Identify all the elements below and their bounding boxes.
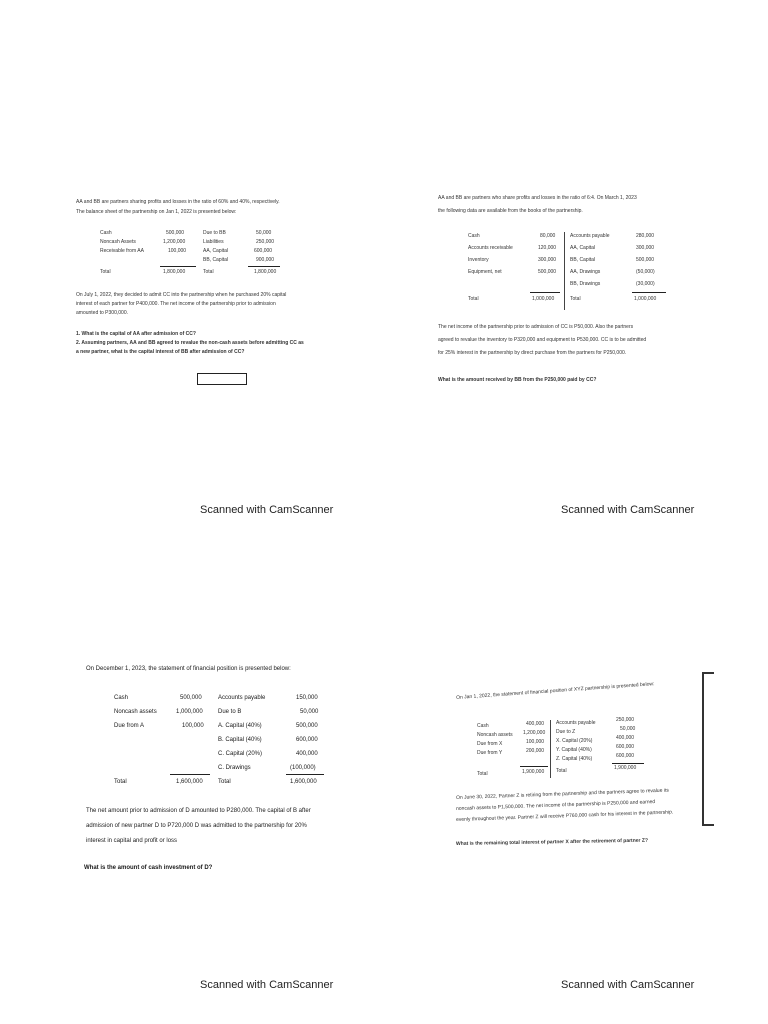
- q4-row-label: Noncash assets: [477, 732, 513, 738]
- q2-intro-line1: AA and BB are partners who share profits and losses in the ratio of 6:4. On March 1, 2023: [438, 195, 637, 201]
- q2-paragraph-line: for 25% interest in the partnership by direct purchase from the partners for P250,000.: [438, 350, 627, 356]
- q2-paragraph-line: The net income of the partnership prior to admission of CC is P50,000. Also the partners: [438, 324, 634, 330]
- q2-row-label: Equipment, net: [468, 269, 502, 275]
- q4-row-amount2: 600,000: [616, 744, 635, 750]
- q1-total-amount2: 1,800,000: [254, 269, 277, 275]
- q2-row-label: Accounts receivable: [468, 245, 513, 251]
- q2-row-amount2: (50,000): [636, 269, 655, 275]
- q3-row-label2: C. Capital (20%): [218, 751, 263, 757]
- problem-1-panel: [0, 0, 384, 516]
- q1-row-amount: 500,000: [166, 230, 185, 236]
- q1-row-label2: Due to BB: [203, 230, 226, 236]
- q3-row-amount2: 50,000: [300, 709, 319, 715]
- page-edge-bracket: [702, 672, 714, 826]
- q4-paragraph-line: noncash assets to P1,500,000. The net income of the partnership is P250,000 and earned: [455, 799, 656, 812]
- q1-row-amount: 1,200,000: [163, 239, 186, 245]
- q2-row-label2: BB, Drawings: [570, 281, 601, 287]
- q1-paragraph-line: On July 1, 2022, they decided to admit CC into the partnership when he purchased 20% capital: [76, 292, 287, 298]
- q4-total-label2: Total: [556, 768, 567, 774]
- q2-row-amount: 300,000: [538, 257, 557, 263]
- q2-row-label2: AA, Drawings: [570, 269, 601, 275]
- q1-total-rule-left: [160, 266, 196, 267]
- q2-column-divider: [564, 232, 565, 310]
- q2-row-amount: 500,000: [538, 269, 557, 275]
- q2-row-amount2: 300,000: [636, 245, 655, 251]
- q3-row-label: Due from A: [114, 723, 145, 729]
- q1-row-amount2: 900,000: [256, 257, 275, 263]
- q3-total-label2: Total: [218, 779, 231, 785]
- q4-total-rule-left: [520, 766, 548, 767]
- q3-row-label: Cash: [114, 695, 129, 701]
- scanner-footer: Scanned with CamScanner: [561, 979, 695, 991]
- q1-row-label2: Liabilities: [203, 239, 224, 245]
- q3-row-label2: Due to B: [218, 709, 242, 715]
- answer-box: [197, 373, 247, 385]
- q4-row-label: Due from X: [477, 741, 503, 747]
- q3-row-amount: 100,000: [182, 723, 204, 729]
- q2-row-label2: BB, Capital: [570, 257, 596, 263]
- q4-paragraph-line: On June 30, 2022, Partner Z is retiring from the partnership and the partners agree to revalue its: [455, 787, 669, 801]
- q3-total-rule-right: [286, 774, 324, 775]
- q3-paragraph-line: The net amount prior to admission of D amounted to P280,000. The capital of B after: [86, 808, 311, 814]
- q1-paragraph-line: amounted to P300,000.: [76, 310, 128, 316]
- scanner-footer: Scanned with CamScanner: [561, 504, 695, 516]
- q1-row-amount: 100,000: [168, 248, 187, 254]
- q1-total-label2: Total: [203, 269, 214, 275]
- q2-row-amount2: 280,000: [636, 233, 655, 239]
- q4-row-label2: Due to Z: [556, 729, 576, 735]
- q1-row-label: Receivable from AA: [100, 248, 144, 254]
- q4-question: What is the remaining total interest of partner X after the retirement of partner Z?: [455, 837, 649, 847]
- q1-row-label2: AA, Capital: [203, 248, 229, 254]
- q1-total-label: Total: [100, 269, 111, 275]
- q2-row-label2: Accounts payable: [570, 233, 610, 239]
- q3-intro: On December 1, 2023, the statement of financial position is presented below:: [86, 666, 291, 672]
- q1-row-amount2: 600,000: [254, 248, 273, 254]
- q4-row-amount2: 400,000: [616, 735, 635, 741]
- q1-question-1: 1. What is the capital of AA after admission of CC?: [76, 331, 196, 337]
- q2-row-label2: AA, Capital: [570, 245, 596, 251]
- q4-paragraph-line: evenly throughout the year. Partner Z will receive P760,000 cash for his interest in the partnership.: [455, 809, 674, 823]
- q4-row-amount2: 50,000: [620, 726, 636, 732]
- q4-row-amount: 1,200,000: [523, 730, 546, 736]
- q4-row-amount: 200,000: [526, 748, 545, 754]
- q3-row-label2: B. Capital (40%): [218, 737, 262, 743]
- q2-row-amount2: 500,000: [636, 257, 655, 263]
- q4-row-label2: Z. Capital (40%): [556, 756, 593, 762]
- q1-row-amount2: 50,000: [256, 230, 272, 236]
- q4-total-amount2: 1,900,000: [614, 765, 637, 771]
- q1-paragraph-line: interest of each partner for P400,000. The net income of the partnership prior to admission: [76, 301, 276, 307]
- q3-row-label: Noncash assets: [114, 709, 157, 715]
- q4-row-label2: Accounts payable: [556, 720, 596, 726]
- q3-paragraph-line: admission of new partner D to P720,000 D was admitted to the partnership for 20%: [86, 823, 307, 829]
- q4-total-label: Total: [477, 771, 488, 777]
- q4-column-divider: [550, 720, 551, 778]
- q4-row-amount: 100,000: [526, 739, 545, 745]
- q3-row-amount: 500,000: [180, 695, 202, 701]
- q3-question: What is the amount of cash investment of D?: [84, 865, 213, 871]
- q1-question-2-cont: a new partner, what is the capital interest of BB after admission of CC?: [76, 349, 245, 355]
- q3-row-amount2: 150,000: [296, 695, 318, 701]
- q4-total-amount: 1,900,000: [522, 769, 545, 775]
- q4-row-amount: 400,000: [526, 721, 545, 727]
- q2-total-amount: 1,000,000: [532, 296, 555, 302]
- q1-row-label: Noncash Assets: [100, 239, 136, 245]
- q1-row-label2: BB, Capital: [203, 257, 229, 263]
- q2-total-label2: Total: [570, 296, 581, 302]
- q1-intro-line1: AA and BB are partners sharing profits and losses in the ratio of 60% and 40%, respectively.: [76, 199, 280, 205]
- q1-total-amount: 1,800,000: [163, 269, 186, 275]
- q2-total-label: Total: [468, 296, 479, 302]
- q4-total-rule-right: [612, 763, 644, 764]
- q2-total-rule-right: [632, 292, 666, 293]
- q1-intro-line2: The balance sheet of the partnership on Jan 1, 2022 is presented below:: [76, 209, 237, 215]
- q1-total-rule-right: [248, 266, 280, 267]
- q3-row-amount: 1,000,000: [176, 709, 203, 715]
- q4-row-label2: X. Capital (20%): [556, 738, 593, 744]
- q2-total-amount2: 1,000,000: [634, 296, 657, 302]
- q3-row-amount2: 400,000: [296, 751, 318, 757]
- q4-row-amount2: 250,000: [616, 717, 635, 723]
- q2-row-label: Cash: [468, 233, 480, 239]
- q2-intro-line2: the following data are available from the books of the partnership.: [438, 208, 583, 214]
- q2-row-amount: 120,000: [538, 245, 557, 251]
- q3-row-label2: A. Capital (40%): [218, 723, 262, 729]
- q1-question-2: 2. Assuming partners, AA and BB agreed to revalue the non-cash assets before admitting CC as: [76, 340, 304, 346]
- q2-row-amount2: (30,000): [636, 281, 655, 287]
- q4-row-label: Due from Y: [477, 750, 503, 756]
- q2-total-rule-left: [530, 292, 560, 293]
- q3-total-amount2: 1,600,000: [290, 779, 317, 785]
- scanner-footer: Scanned with CamScanner: [200, 979, 334, 991]
- scanner-footer: Scanned with CamScanner: [200, 504, 334, 516]
- q3-total-amount: 1,600,000: [176, 779, 203, 785]
- q3-row-amount2: (100,000): [290, 765, 316, 771]
- q3-paragraph-line: interest in capital and profit or loss: [86, 838, 178, 844]
- problem-3-panel: [0, 512, 384, 1024]
- q2-row-label: Inventory: [468, 257, 489, 263]
- q3-row-amount2: 600,000: [296, 737, 318, 743]
- q3-total-label: Total: [114, 779, 127, 785]
- q4-row-label2: Y. Capital (40%): [556, 747, 592, 753]
- q3-row-label2: C. Drawings: [218, 765, 251, 771]
- q4-intro: On Jan 1, 2022, the statement of financial position of XYZ partnership is presented below:: [455, 681, 655, 701]
- q3-row-label2: Accounts payable: [218, 695, 266, 701]
- q3-total-rule-left: [170, 774, 210, 775]
- q4-row-label: Cash: [477, 723, 489, 729]
- q2-row-amount: 80,000: [540, 233, 556, 239]
- problem-4-panel: [384, 512, 768, 1024]
- q2-paragraph-line: agreed to revalue the inventory to P320,000 and equipment to P530,000. CC is to be admitted: [438, 337, 647, 343]
- q4-row-amount2: 600,000: [616, 753, 635, 759]
- problem-2-panel: [384, 0, 768, 516]
- q1-row-amount2: 250,000: [256, 239, 275, 245]
- q2-question: What is the amount received by BB from the P250,000 paid by CC?: [438, 377, 597, 383]
- q1-row-label: Cash: [100, 230, 112, 236]
- q3-row-amount2: 500,000: [296, 723, 318, 729]
